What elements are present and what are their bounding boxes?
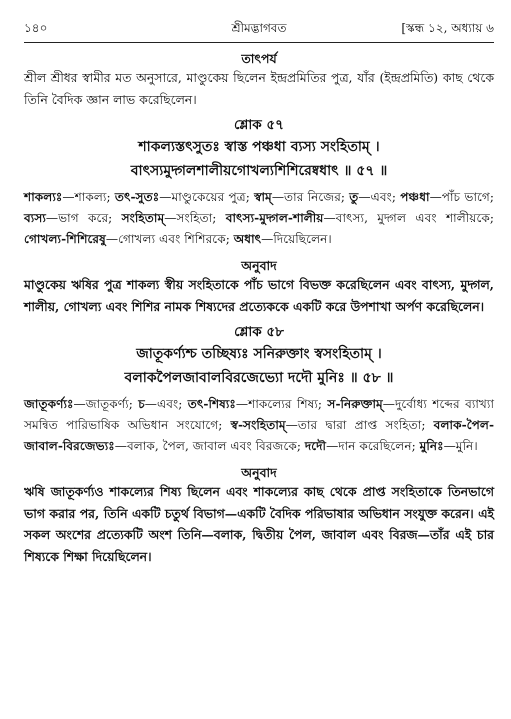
synonym-word: তৎ-সুতঃ xyxy=(114,190,160,204)
synonym-word: গোখল্য-শিশিরেষু xyxy=(24,232,106,246)
verse-57-synonyms xyxy=(24,187,494,250)
synonym-meaning: —দান করেছিলেন; xyxy=(326,439,420,453)
synonym-word: শাকল্যঃ xyxy=(24,190,63,204)
synonym-meaning: —শাকল্য; xyxy=(62,190,115,204)
synonym-word: স্বাম্ xyxy=(254,190,272,204)
synonym-meaning: —বাৎস্য, মুদ্গল এবং শালীয়কে; xyxy=(323,211,494,225)
synonym-word: চ xyxy=(138,397,145,411)
synonym-word: জাতূকর্ণ্যঃ xyxy=(24,397,74,411)
synonym-meaning: —মাণ্ডুকেয়ের পুত্র; xyxy=(159,190,255,204)
synonym-meaning: —জাতূকর্ণ্য; xyxy=(73,397,139,411)
synonym-meaning: —মুনি। xyxy=(443,439,478,453)
synonym-meaning: —শাকল্যের শিষ্য; xyxy=(235,397,328,411)
verse-57-title: শ্লোক ৫৭ xyxy=(234,117,284,133)
synonym-word: সংহিতাম্ xyxy=(121,211,165,225)
synonym-word: মুনিঃ xyxy=(419,439,444,453)
synonym-word: দদৌ xyxy=(304,439,327,453)
verse-58-translation-heading: অনুবাদ xyxy=(241,465,277,480)
synonym-meaning: —সংহিতা; xyxy=(164,211,226,225)
synonym-meaning: —পাঁচ ভাগে; xyxy=(429,190,494,204)
purport-heading: তাৎপর্য xyxy=(241,51,277,66)
verse-58-line-1: জাতূকর্ণ্যশ্চ তচ্ছিষ্যঃ সনিরুক্তাং স্বসংহিতাম্ । xyxy=(136,346,382,362)
synonym-word: তৎ-শিষ্যঃ xyxy=(187,397,236,411)
verse-57-translation: মাণ্ডুকেয় ঋষির পুত্র শাকল্য স্বীয় সংহিতাকে পাঁচ ভাগে বিভক্ত করেছিলেন এবং বাৎস্য, মুদ্গল, শালীয়, গোখল্য এবং শিশির নামক শিষ্যদের প্রত্যেককে একটি করে উপশাখা অর্পণ করেছিলেন। xyxy=(24,277,494,314)
synonym-word: বাৎস্য-মুদ্গল-শালীয় xyxy=(225,211,324,225)
synonym-word: বলাক-পৈল-জাবাল-বিরজেভ্যঃ xyxy=(24,418,494,453)
page-number: ১৪০ xyxy=(24,21,48,35)
purport-text: শ্রীল শ্রীধর স্বামীর মত অনুসারে, মাণ্ডুকেয় ছিলেন ইন্দ্রপ্রমিতির পুত্র, যাঁর (ইন্দ্রপ্রমিতি) কাছ থেকে তিনি বৈদিক জ্ঞান লাভ করেছিলেন। xyxy=(24,70,494,107)
synonym-meaning: —গোখল্য এবং শিশিরকে; xyxy=(105,232,234,246)
synonym-word: পঞ্চধা xyxy=(400,190,430,204)
section-label: [স্কন্ধ ১২, অধ্যায় ৬ xyxy=(401,21,494,35)
verse-57-line-1: শাকল্যস্তৎসুতঃ স্বাস্ত পঞ্চধা ব্যস্য সংহিতাম্ । xyxy=(138,139,380,155)
verse-58-synonyms xyxy=(24,394,494,457)
synonym-meaning: —দুর্বোধ্য শব্দের ব্যাখ্যা সমন্বিত পারিভাষিক অভিধান সংযোগে; xyxy=(24,397,494,432)
verse-58-line-2: বলাকপৈলজাবালবিরজেভ্যো দদৌ মুনিঃ ॥ ৫৮ ॥ xyxy=(124,370,394,386)
book-title: শ্রীমদ্ভাগবত xyxy=(231,21,287,35)
verse-58-title: শ্লোক ৫৮ xyxy=(234,324,284,340)
page xyxy=(24,20,494,567)
verse-57-line-2: বাৎস্যমুদ্গলশালীয়গোখল্যশিশিরেষ্বধাৎ ॥ ৫৭ ॥ xyxy=(130,163,388,179)
synonym-meaning: —তার নিজের; xyxy=(271,190,350,204)
synonym-meaning: —ভাগ করে; xyxy=(45,211,122,225)
page-header xyxy=(24,20,494,40)
synonym-meaning: —এবং; xyxy=(358,190,401,204)
synonym-word: স-নিরুক্তাম্ xyxy=(327,397,383,411)
header-rule xyxy=(24,42,494,43)
synonym-word: অধাৎ xyxy=(233,232,262,246)
synonym-meaning: —বলাক, পৈল, জাবাল এবং বিরজকে; xyxy=(114,439,305,453)
synonym-meaning: —তার দ্বারা প্রাপ্ত সংহিতা; xyxy=(285,418,434,432)
synonym-meaning: —এবং; xyxy=(144,397,188,411)
synonym-word: স্ব-সংহিতাম্ xyxy=(230,418,286,432)
verse-57-translation-heading: অনুবাদ xyxy=(241,258,277,273)
synonym-word: তু xyxy=(349,190,359,204)
synonym-word: ব্যস্য xyxy=(24,211,46,225)
verse-58-translation: ঋষি জাতূকর্ণ্যও শাকল্যের শিষ্য ছিলেন এবং শাকল্যের কাছ থেকে প্রাপ্ত সংহিতাকে তিনভাগে ভাগ করার পর, তিনি একটি চতুর্থ বিভাগ—একটি বৈদিক পরিভাষার অভিধান সংযুক্ত করেন। এই সকল অংশের প্রত্যেকটি অংশ তিনি—বলাক, দ্বিতীয় পৈল, জাবাল এবং বিরজ—তাঁর এই চার শিষ্যকে শিক্ষা দিয়েছিলেন। xyxy=(24,484,494,564)
synonym-meaning: —দিয়েছিলেন। xyxy=(261,232,332,246)
